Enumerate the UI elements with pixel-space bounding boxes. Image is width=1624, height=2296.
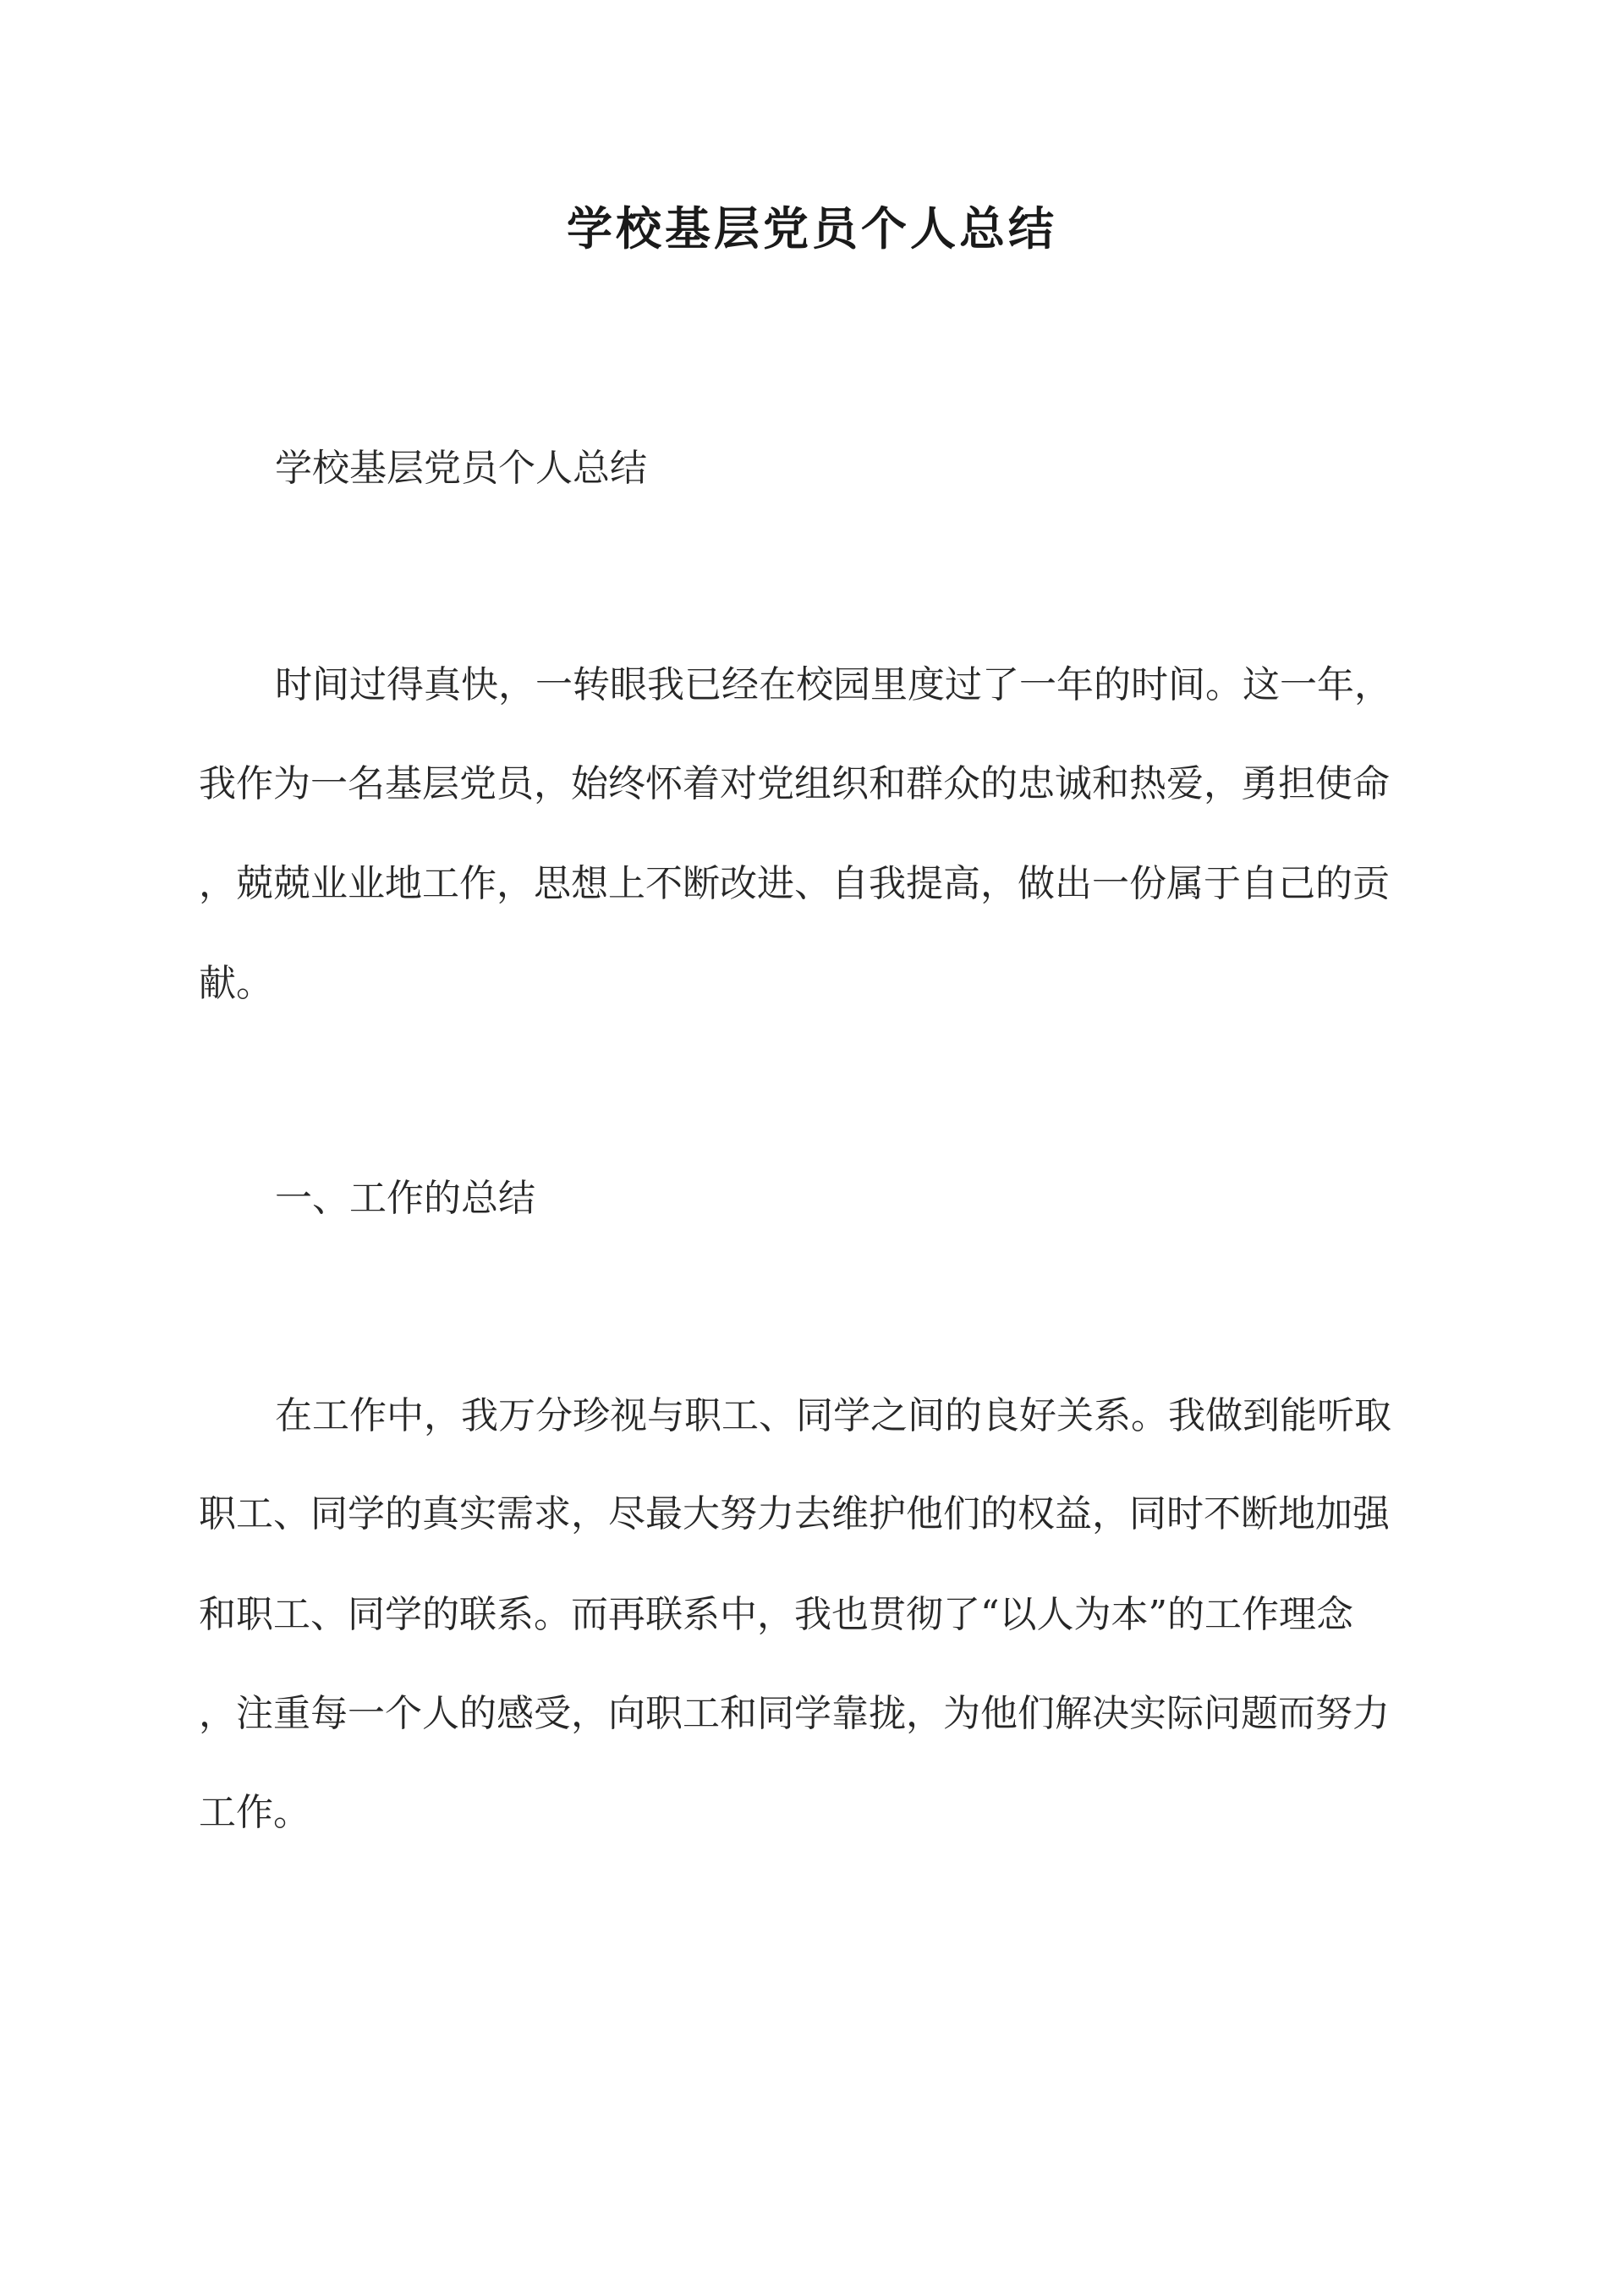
paragraph-line: 我作为一名基层党员，始终怀着对党组织和群众的忠诚和热爱，勇担使命 [199, 762, 1390, 805]
paragraph-line: 献。 [199, 962, 273, 1005]
section-heading: 一、工作的总结 [275, 1177, 535, 1220]
paragraph-line: ，注重每一个人的感受，向职工和同学靠拢，为他们解决实际问题而努力 [199, 1692, 1390, 1735]
subtitle: 学校基层党员个人总结 [275, 447, 647, 490]
paragraph-line: ，兢兢业业地工作，思想上不断改进、自我提高，做出一份属于自己的贡 [199, 862, 1390, 905]
paragraph-line: 和职工、同学的联系。而再联系中，我也贯彻了“以人为本”的工作理念 [199, 1593, 1353, 1636]
page-title: 学校基层党员个人总结 [567, 201, 1057, 255]
paragraph-line: 职工、同学的真实需求，尽最大努力去维护他们的权益，同时不断地加强 [199, 1492, 1390, 1535]
paragraph-line: 时间过得真快，一转眼我已经在校园里度过了一年的时间。这一年， [275, 663, 1391, 706]
paragraph-line: 在工作中，我万分珍视与职工、同学之间的良好关系。我做到能听取 [275, 1394, 1391, 1437]
paragraph-line: 工作。 [199, 1791, 310, 1834]
